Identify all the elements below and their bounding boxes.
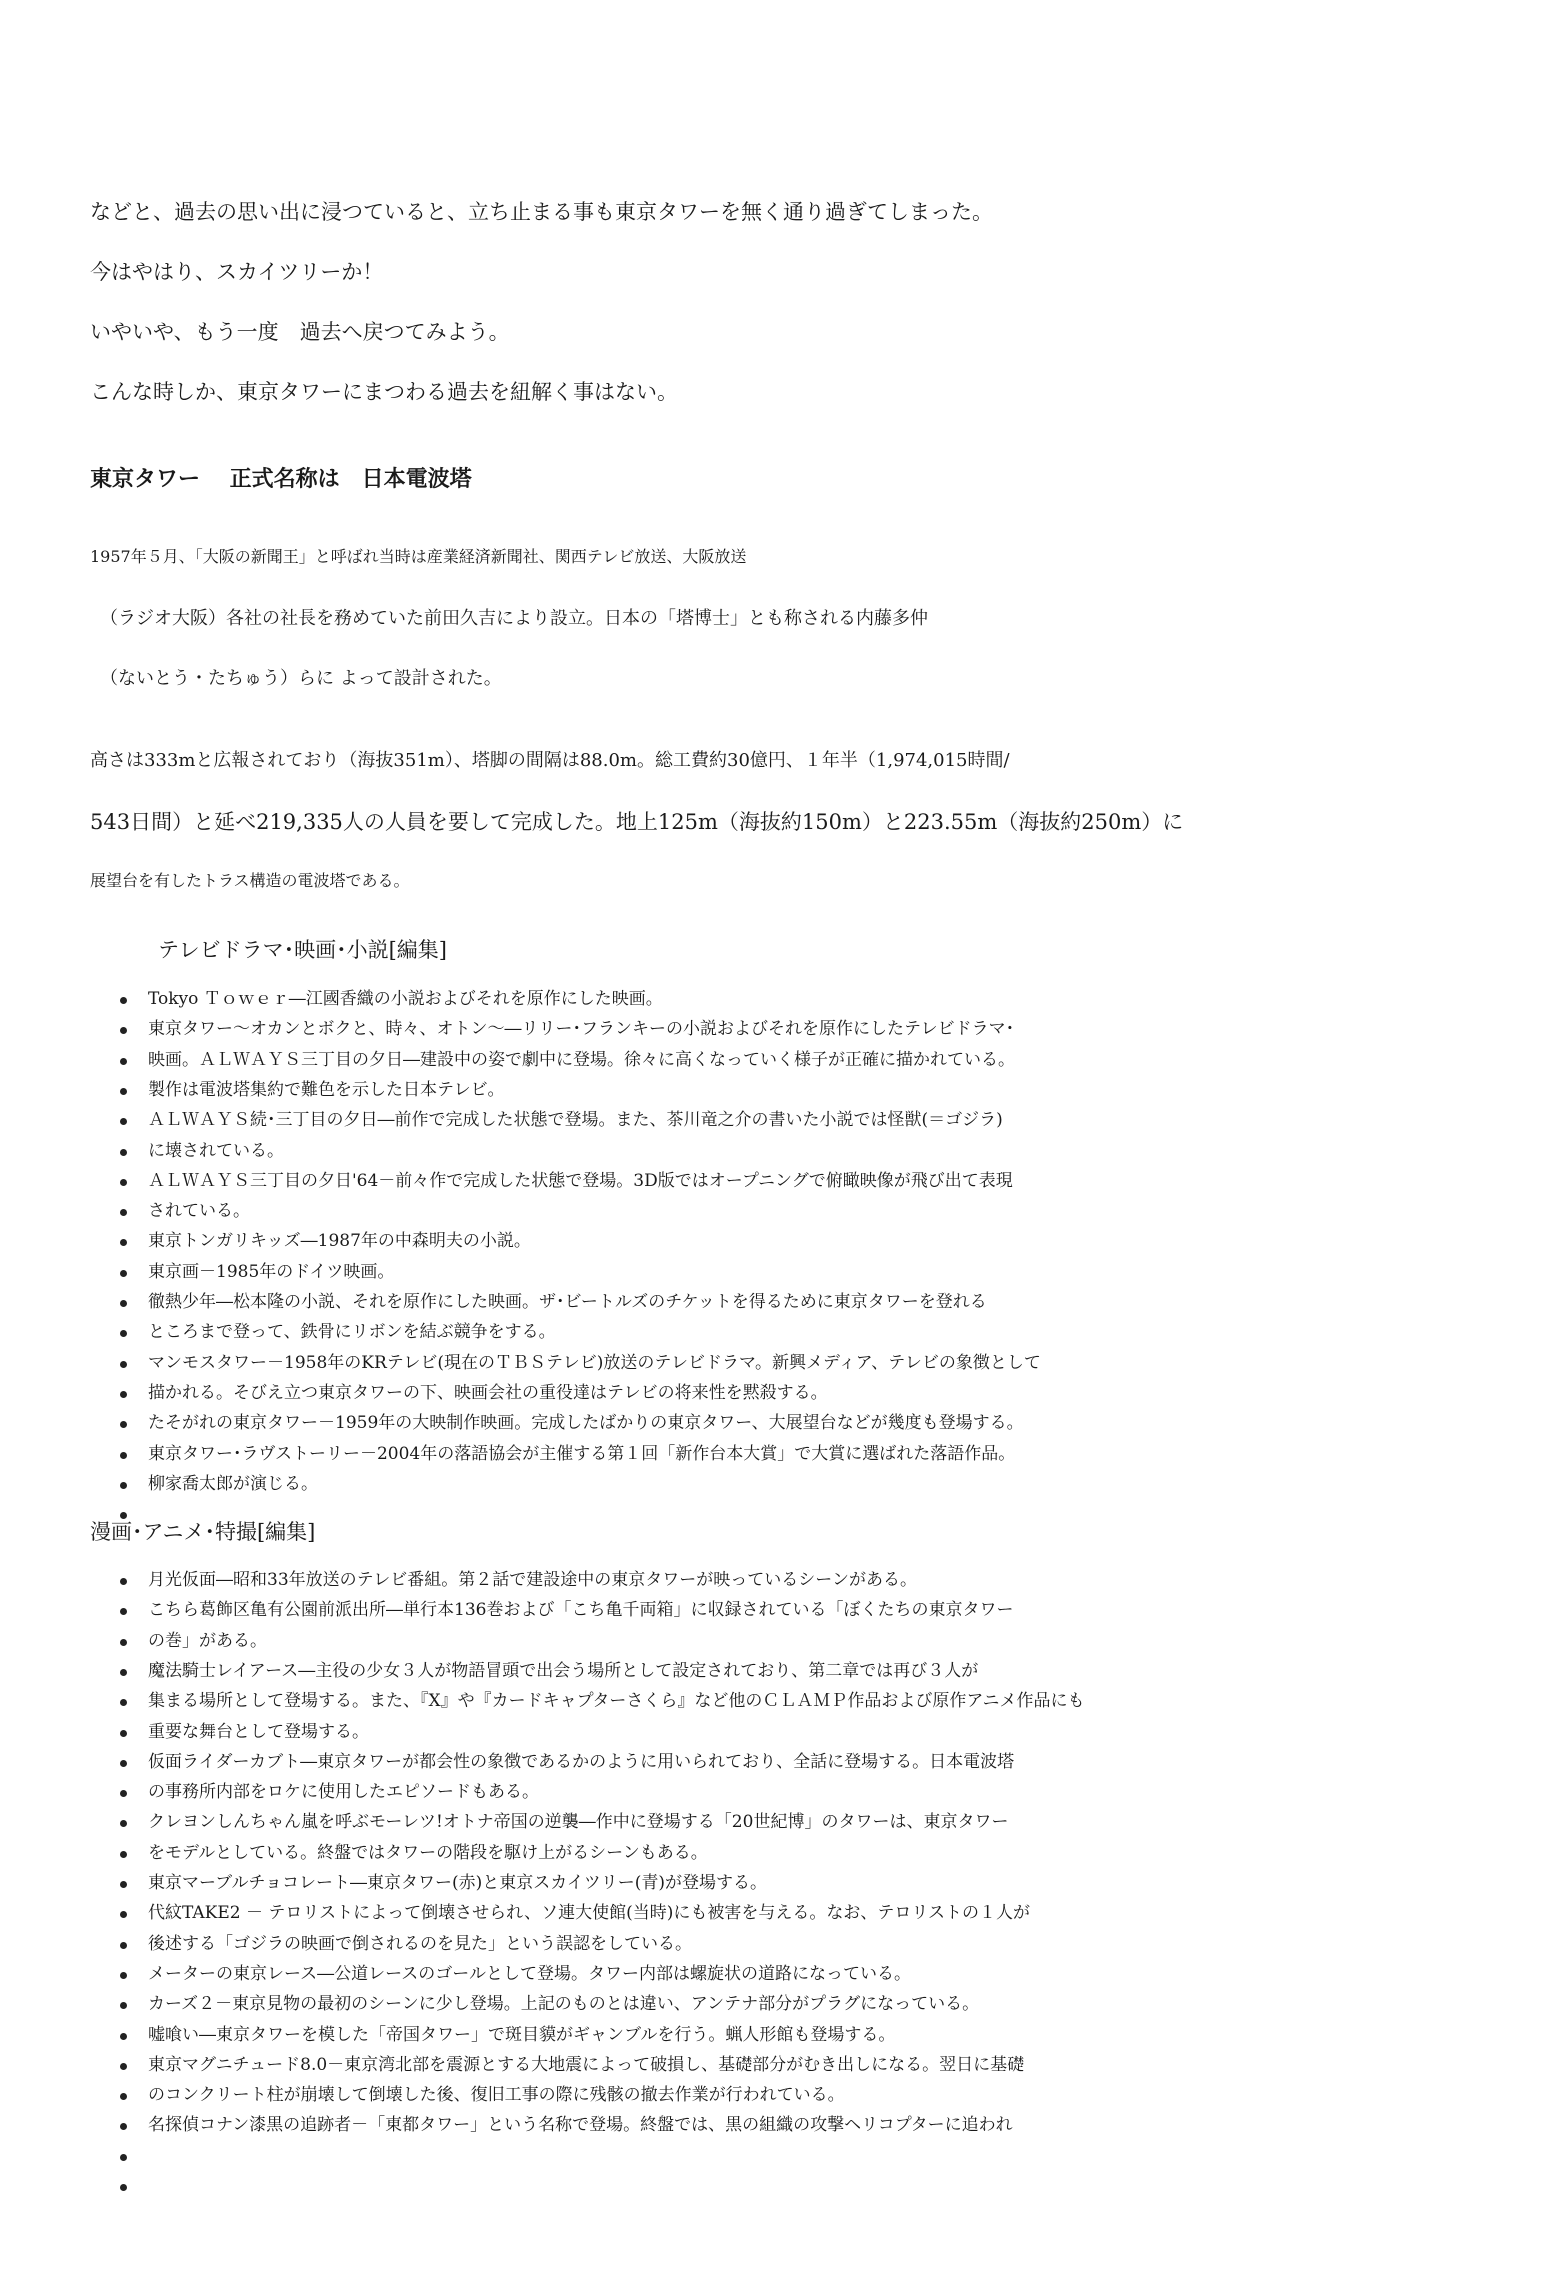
list-item: 描かれる。そびえ立つ東京タワーの下、映画会社の重役達はテレビの将来性を黙殺する。 bbox=[148, 1382, 828, 1403]
list-item: 月光仮面―昭和33年放送のテレビ番組。第２話で建設途中の東京タワーが映っているシーンがある。 bbox=[148, 1570, 917, 1590]
list-item: 東京マーブルチョコレート―東京タワー(赤)と東京スカイツリー(青)が登場する。 bbox=[148, 1873, 767, 1893]
section2-edit-link[interactable]: [編集] bbox=[256, 1520, 316, 1544]
list-item: に壊されている。 bbox=[148, 1140, 284, 1161]
list-item: カーズ２－東京見物の最初のシーンに少し登場。上記のものとは違い、アンテナ部分がプラグになっている。 bbox=[148, 1994, 980, 2015]
list-item: をモデルとしている。終盤ではタワーの階段を駆け上がるシーンもある。 bbox=[148, 1842, 708, 1863]
list-item: マンモスタワー－1958年のKRテレビ(現在のＴＢＳテレビ)放送のテレビドラマ。新興メディア、テレビの象徴として bbox=[148, 1352, 1041, 1373]
list-item: のコンクリート柱が崩壊して倒壊した後、復旧工事の際に残骸の撤去作業が行われている。 bbox=[148, 2085, 845, 2106]
bullet-icon bbox=[120, 2002, 127, 2009]
list-item: 東京タワー･ラヴストーリー－2004年の落語協会が主催する第１回「新作台本大賞」で大賞に選ばれた落語作品。 bbox=[148, 1443, 1016, 1464]
bullet-icon bbox=[120, 2184, 127, 2191]
bullet-icon bbox=[120, 2093, 127, 2100]
bullet-icon bbox=[120, 1239, 127, 1246]
intro-paragraph-1: などと、過去の思い出に浸つていると、立ち止まる事も東京タワーを無く通り過ぎてしまった。 bbox=[90, 200, 993, 224]
bullet-icon bbox=[120, 1391, 127, 1398]
list-item: 仮面ライダーカブト―東京タワーが都会性の象徴であるかのように用いられており、全話に登場する。日本電波塔 bbox=[148, 1751, 1015, 1772]
list-item: 徹熱少年―松本隆の小説、それを原作にした映画。ザ･ビートルズのチケットを得るために東京タワーを登れる bbox=[148, 1292, 987, 1312]
history-line-1: 1957年５月、「大阪の新聞王」と呼ばれ当時は産業経済新聞社、関西テレビ放送、大阪放送 bbox=[90, 547, 747, 566]
section-heading: 東京タワー 正式名称は 日本電波塔 bbox=[90, 466, 472, 492]
list-item: 名探偵コナン漆黒の追跡者－「東都タワー」という名称で登場。終盤では、黒の組織の攻撃ヘリコプターに追われ bbox=[148, 2115, 1013, 2136]
specs-line-3: 展望台を有したトラス構造の電波塔である。 bbox=[90, 871, 410, 890]
bullet-icon bbox=[120, 1088, 127, 1095]
list-item: Tokyo Ｔｏｗｅｒ―江國香織の小説およびそれを原作にした映画。 bbox=[148, 989, 663, 1009]
list-item: メーターの東京レース―公道レースのゴールとして登場。タワー内部は螺旋状の道路になっている。 bbox=[148, 1963, 911, 1984]
bullet-icon bbox=[120, 1482, 127, 1489]
bullet-icon bbox=[120, 1027, 127, 1034]
bullet-icon bbox=[120, 1058, 127, 1065]
intro-paragraph-3: いやいや、もう一度 過去へ戻つてみよう。 bbox=[90, 320, 510, 344]
bullet-icon bbox=[120, 1972, 127, 1979]
list-item: クレヨンしんちゃん嵐を呼ぶモーレツ!オトナ帝国の逆襲―作中に登場する「20世紀博」のタワーは、東京タワー bbox=[148, 1812, 1009, 1833]
bullet-icon bbox=[120, 2033, 127, 2040]
history-line-3: （ないとう・たちゅう）らに よって設計された。 bbox=[100, 668, 502, 689]
section2-heading bbox=[90, 1516, 315, 1546]
list-item: ＡＬＷＡＹＳ三丁目の夕日'64－前々作で完成した状態で登場。3D版ではオープニングで俯瞰映像が飛び出て表現 bbox=[148, 1170, 1013, 1191]
list-item: こちら葛飾区亀有公園前派出所―単行本136巻および「こち亀千両箱」に収録されている「ぼくたちの東京タワー bbox=[148, 1600, 1014, 1621]
bullet-icon bbox=[120, 1851, 127, 1858]
bullet-icon bbox=[120, 1179, 127, 1186]
list-item: 後述する「ゴジラの映画で倒されるのを見た」という誤認をしている。 bbox=[148, 1933, 692, 1954]
bullet-icon bbox=[120, 1608, 127, 1615]
bullet-icon bbox=[120, 2063, 127, 2070]
section1-title: テレビドラマ･映画･小説 bbox=[158, 938, 389, 962]
list-item: 東京トンガリキッズ―1987年の中森明夫の小説。 bbox=[148, 1231, 531, 1252]
section1-heading bbox=[158, 934, 447, 964]
bullet-icon bbox=[120, 2154, 127, 2161]
bullet-icon bbox=[120, 997, 127, 1004]
list-item: 魔法騎士レイアース―主役の少女３人が物語冒頭で出会う場所として設定されており、第二章では再び３人が bbox=[148, 1660, 979, 1681]
bullet-icon bbox=[120, 1881, 127, 1888]
history-line-2: （ラジオ大阪）各社の社長を務めていた前田久吉により設立。日本の「塔博士」とも称される内藤多仲 bbox=[100, 608, 928, 629]
list-item: 嘘喰い―東京タワーを模した「帝国タワー」で斑目貘がギャンブルを行う。蝋人形館も登場する。 bbox=[148, 2024, 896, 2045]
bullet-icon bbox=[120, 1820, 127, 1827]
list-item: 集まる場所として登場する。また、『X』や『カードキャプターさくら』など他のＣＬＡＭＰ作品および原作アニメ作品にも bbox=[148, 1691, 1085, 1712]
bullet-icon bbox=[120, 1942, 127, 1949]
bullet-icon bbox=[120, 1452, 127, 1459]
intro-paragraph-2: 今はやはり、スカイツリーか！ bbox=[90, 260, 384, 284]
bullet-icon bbox=[120, 1790, 127, 1797]
bullet-icon bbox=[120, 1270, 127, 1277]
list-item: ところまで登って、鉄骨にリボンを結ぶ競争をする。 bbox=[148, 1322, 556, 1343]
bullet-icon bbox=[120, 1118, 127, 1125]
bullet-icon bbox=[120, 1760, 127, 1767]
list-item: ＡＬＷＡＹＳ続･三丁目の夕日―前作で完成した状態で登場。また、茶川竜之介の書いた小説では怪獣(＝ゴジラ) bbox=[148, 1110, 1003, 1131]
list-item: 代紋TAKE2 － テロリストによって倒壊させられ、ソ連大使館(当時)にも被害を与える。なお、テロリストの１人が bbox=[148, 1903, 1031, 1924]
bullet-icon bbox=[120, 1330, 127, 1337]
bullet-icon bbox=[120, 2123, 127, 2130]
section1-edit-link[interactable]: [編集] bbox=[388, 938, 447, 962]
bullet-icon bbox=[120, 1669, 127, 1676]
list-item: 柳家喬太郎が演じる。 bbox=[148, 1473, 318, 1494]
bullet-icon bbox=[120, 1149, 127, 1156]
list-item: 重要な舞台として登場する。 bbox=[148, 1721, 369, 1742]
specs-line-1: 高さは333mと広報されており（海抜351m）、塔脚の間隔は88.0m。総工費約30億円、１年半（1,974,015時間/ bbox=[90, 750, 1010, 771]
list-item: 東京タワー～オカンとボクと、時々、オトン～―リリー･フランキーの小説およびそれを原作にしたテレビドラマ･ bbox=[148, 1019, 1015, 1040]
list-item: 東京画－1985年のドイツ映画。 bbox=[148, 1261, 395, 1282]
bullet-icon bbox=[120, 1421, 127, 1428]
list-item: されている。 bbox=[148, 1201, 250, 1222]
bullet-icon bbox=[120, 1578, 127, 1585]
list-item: 映画。ＡＬＷＡＹＳ三丁目の夕日―建設中の姿で劇中に登場。徐々に高くなっていく様子が正確に描かれている。 bbox=[148, 1049, 1015, 1070]
bullet-icon bbox=[120, 1209, 127, 1216]
bullet-icon bbox=[120, 1361, 127, 1368]
bullet-icon bbox=[120, 1639, 127, 1646]
section2-title: 漫画･アニメ･特撮 bbox=[90, 1520, 257, 1544]
list-item: 製作は電波塔集約で難色を示した日本テレビ。 bbox=[148, 1079, 505, 1100]
list-item: 東京マグニチュード8.0－東京湾北部を震源とする大地震によって破損し、基礎部分がむき出しになる。翌日に基礎 bbox=[148, 2054, 1025, 2075]
list-item: たそがれの東京タワー－1959年の大映制作映画。完成したばかりの東京タワー、大展望台などが幾度も登場する。 bbox=[148, 1413, 1024, 1434]
intro-paragraph-4: こんな時しか、東京タワーにまつわる過去を紐解く事はない。 bbox=[90, 380, 678, 404]
list-item: の事務所内部をロケに使用したエピソードもある。 bbox=[148, 1782, 539, 1803]
bullet-icon bbox=[120, 1699, 127, 1706]
bullet-icon bbox=[120, 1300, 127, 1307]
list-item: の巻」がある。 bbox=[148, 1630, 267, 1651]
specs-line-2: 543日間）と延べ219,335人の人員を要して完成した。地上125m（海抜約150m）と223.55m（海抜約250m）に bbox=[90, 810, 1184, 834]
bullet-icon bbox=[120, 1911, 127, 1918]
bullet-icon bbox=[120, 1730, 127, 1737]
